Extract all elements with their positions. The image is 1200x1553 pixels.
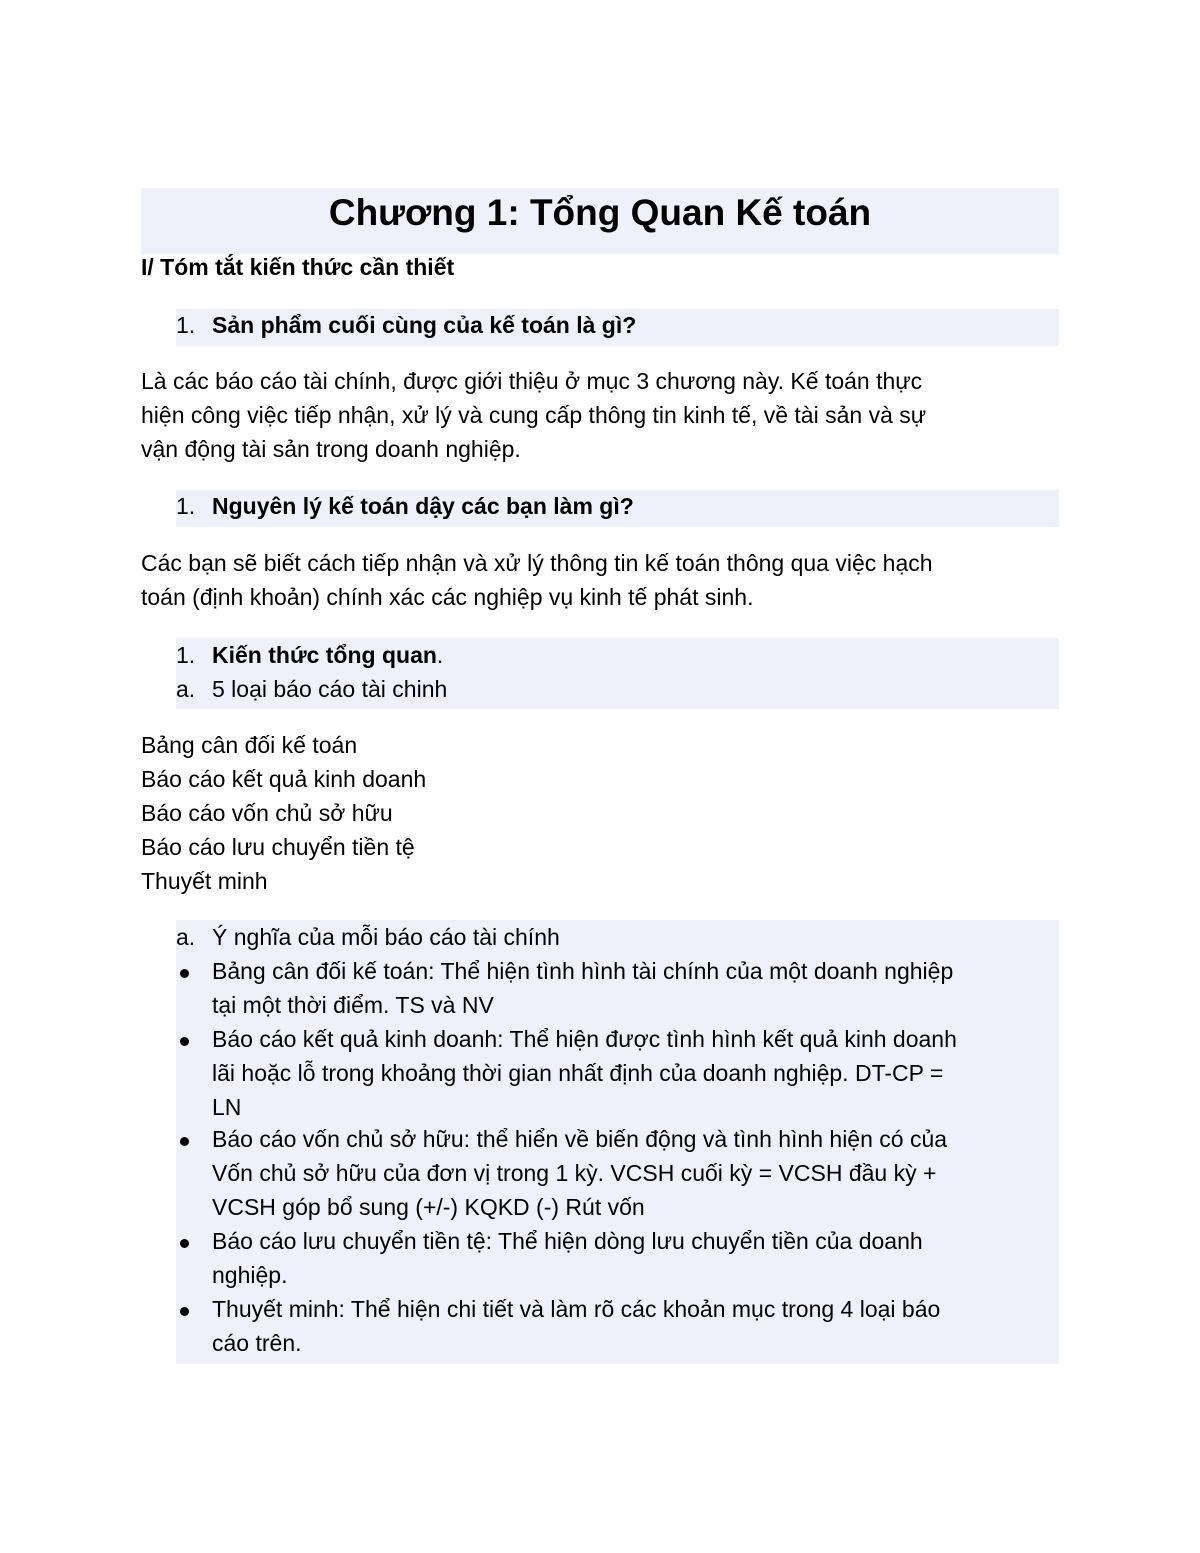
bullet-line: Vốn chủ sở hữu của đơn vị trong 1 kỳ. VCSH cuối kỳ = VCSH đầu kỳ + (212, 1160, 937, 1186)
bullet-icon (180, 1137, 189, 1146)
paragraph-line: Các bạn sẽ biết cách tiếp nhận và xử lý thông tin kế toán thông qua việc hạch (141, 550, 933, 576)
paragraph-line: hiện công việc tiếp nhận, xử lý và cung cấp thông tin kinh tế, về tài sản và sự (141, 402, 927, 428)
list-item: Thuyết minh (141, 868, 268, 894)
question-3-text: Kiến thức tổng quan (212, 642, 437, 668)
list-marker: a. (176, 924, 196, 950)
bullet-line: Báo cáo vốn chủ sở hữu: thể hiển về biến động và tình hình hiện có của (212, 1126, 948, 1152)
list-item: Báo cáo vốn chủ sở hữu (141, 800, 393, 826)
bullet-text (212, 1122, 1052, 1224)
question-3-line (212, 638, 1052, 672)
bullet-line: cáo trên. (212, 1330, 302, 1356)
bullet-line: nghiệp. (212, 1262, 288, 1288)
page-title: Chương 1: Tổng Quan Kế toán (141, 188, 1059, 254)
bullet-line: lãi hoặc lỗ trong khoảng thời gian nhất định của doanh nghiệp. DT-CP = (212, 1060, 944, 1086)
list-item: Bảng cân đối kế toán (141, 732, 358, 758)
bullet-line: Báo cáo kết quả kinh doanh: Thể hiện được tình hình kết quả kinh doanh (212, 1026, 957, 1052)
paragraph-line: toán (định khoản) chính xác các nghiệp vụ kinh tế phát sinh. (141, 584, 754, 610)
list-marker: 1. (176, 493, 196, 519)
list-item: Báo cáo kết quả kinh doanh (141, 766, 427, 792)
bullet-line: VCSH góp bổ sung (+/-) KQKD (-) Rút vốn (212, 1194, 645, 1220)
list-marker: 1. (176, 312, 196, 338)
bullet-icon (180, 1239, 189, 1248)
bullet-line: tại một thời điểm. TS và NV (212, 992, 494, 1018)
paragraph-2 (141, 546, 1041, 614)
paragraph-line: vận động tài sản trong doanh nghiệp. (141, 436, 521, 462)
paragraph-line: Là các báo cáo tài chính, được giới thiệu ở mục 3 chương này. Kế toán thực (141, 368, 923, 394)
bullet-icon (180, 969, 189, 978)
bullet-text (212, 954, 1052, 1022)
sub-item-a2-text: Ý nghĩa của mỗi báo cáo tài chính (212, 924, 560, 950)
section-heading: I/ Tóm tắt kiến thức cần thiết (141, 254, 455, 280)
list-item: Báo cáo lưu chuyển tiền tệ (141, 834, 415, 860)
question-2-text: Nguyên lý kế toán dậy các bạn làm gì? (212, 493, 634, 519)
bullet-line: Bảng cân đối kế toán: Thể hiện tình hình tài chính của một doanh nghiệp (212, 958, 954, 984)
bullet-text (212, 1224, 1052, 1292)
list-marker: 1. (176, 642, 196, 668)
bullet-icon (180, 1307, 189, 1316)
list-marker: a. (176, 676, 196, 702)
paragraph-1 (141, 364, 1041, 466)
report-list (141, 728, 1041, 898)
sub-item-a1-text: 5 loại báo cáo tài chinh (212, 676, 448, 702)
bullet-icon (180, 1037, 189, 1046)
bullet-line: Báo cáo lưu chuyển tiền tệ: Thể hiện dòng lưu chuyển tiền của doanh (212, 1228, 923, 1254)
bullet-text (212, 1022, 1052, 1124)
question-3-suffix: . (436, 642, 444, 668)
bullet-text (212, 1292, 1052, 1360)
bullet-line: LN (212, 1094, 242, 1120)
question-1-text: Sản phẩm cuối cùng của kế toán là gì? (212, 312, 637, 338)
bullet-line: Thuyết minh: Thể hiện chi tiết và làm rõ các khoản mục trong 4 loại báo (212, 1296, 941, 1322)
